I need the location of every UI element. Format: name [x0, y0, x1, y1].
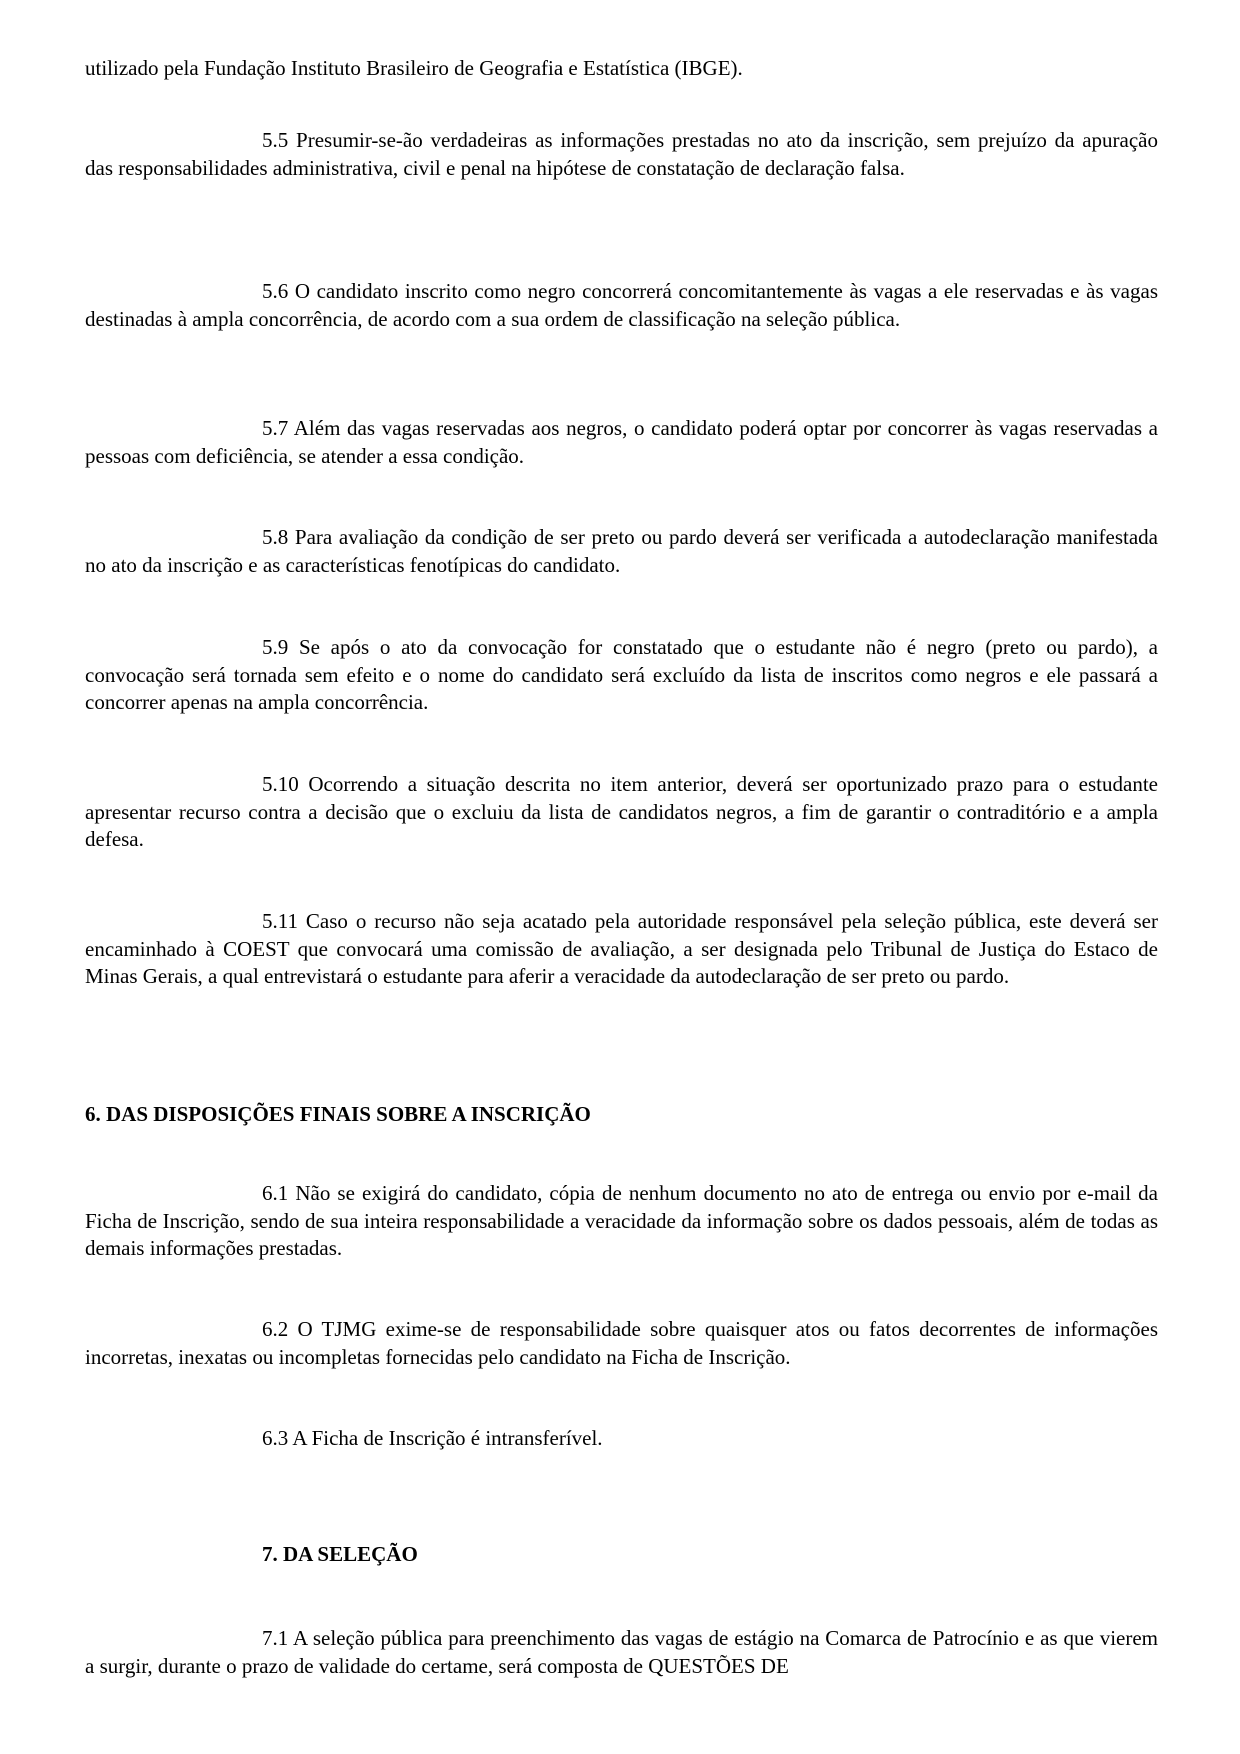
paragraph-6-3: 6.3 A Ficha de Inscrição é intransferível.	[262, 1426, 603, 1450]
paragraph-6-1: 6.1 Não se exigirá do candidato, cópia de nenhum documento no ato de entrega ou envio por e-mail da Ficha de Inscrição, sendo de sua inteira responsabilidade a veracidade da informação sobre os dados pessoais, além de todas as demais informações prestadas.	[85, 1181, 1158, 1260]
paragraph-5-11: 5.11 Caso o recurso não seja acatado pela autoridade responsável pela seleção pública, este deverá ser encaminhado à COEST que convocará uma comissão de avaliação, a ser designada pelo Tribunal de Justiça do Estaco de Minas Gerais, a qual entrevistará o estudante para aferir a veracidade da autodeclaração de ser preto ou pardo.	[85, 909, 1158, 988]
paragraph-5-5: 5.5 Presumir-se-ão verdadeiras as informações prestadas no ato da inscrição, sem prejuízo da apuração das responsabilidades administrativa, civil e penal na hipótese de constatação de declaração falsa.	[85, 128, 1158, 180]
section-heading-7: 7. DA SELEÇÃO	[262, 1542, 418, 1566]
paragraph-5-10: 5.10 Ocorrendo a situação descrita no item anterior, deverá ser oportunizado prazo para o estudante apresentar recurso contra a decisão que o excluiu da lista de candidatos negros, a fim de garantir o contraditório e a ampla defesa.	[85, 772, 1158, 851]
paragraph-7-1: 7.1 A seleção pública para preenchimento das vagas de estágio na Comarca de Patrocínio e as que vierem a surgir, durante o prazo de validade do certame, será composta de QUESTÕES DE	[85, 1626, 1158, 1678]
section-heading-6: 6. DAS DISPOSIÇÕES FINAIS SOBRE A INSCRIÇÃO	[85, 1102, 591, 1126]
paragraph-6-2: 6.2 O TJMG exime-se de responsabilidade sobre quaisquer atos ou fatos decorrentes de informações incorretas, inexatas ou incompletas fornecidas pelo candidato na Ficha de Inscrição.	[85, 1317, 1158, 1369]
paragraph-continuation: utilizado pela Fundação Instituto Brasileiro de Geografia e Estatística (IBGE).	[85, 56, 743, 80]
paragraph-5-7: 5.7 Além das vagas reservadas aos negros, o candidato poderá optar por concorrer às vagas reservadas a pessoas com deficiência, se atender a essa condição.	[85, 416, 1158, 468]
paragraph-5-6: 5.6 O candidato inscrito como negro concorrerá concomitantemente às vagas a ele reservadas e às vagas destinadas à ampla concorrência, de acordo com a sua ordem de classificação na seleção pública.	[85, 279, 1158, 331]
paragraph-5-8: 5.8 Para avaliação da condição de ser preto ou pardo deverá ser verificada a autodeclaração manifestada no ato da inscrição e as características fenotípicas do candidato.	[85, 525, 1158, 577]
paragraph-5-9: 5.9 Se após o ato da convocação for constatado que o estudante não é negro (preto ou pardo), a convocação será tornada sem efeito e o nome do candidato será excluído da lista de inscritos como negros e ele passará a concorrer apenas na ampla concorrência.	[85, 635, 1158, 714]
